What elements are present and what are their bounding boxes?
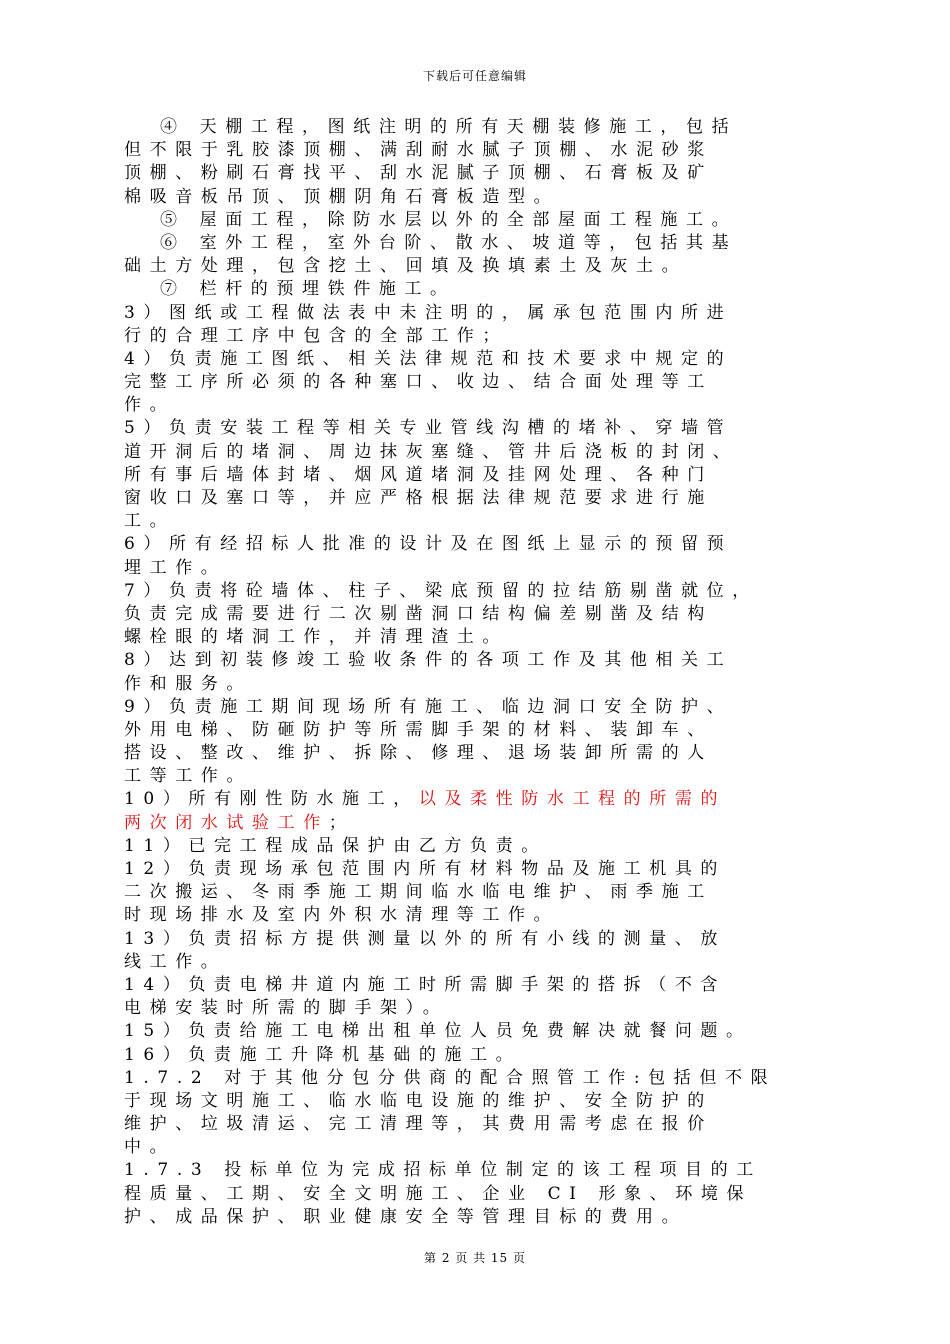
line-text: 顶棚、粉刷石膏找平、刮水泥腻子顶棚、石膏板及矿	[124, 163, 713, 184]
document-body	[124, 116, 839, 1229]
line-text: 外用电梯、防砸防护等所需脚手架的材料、装卸车、	[124, 719, 713, 740]
line-text: ⑥ 室外工程，室外台阶、散水、坡道等，包括其基	[160, 232, 738, 253]
line-text: ⑤ 屋面工程，除防水层以外的全部屋面工程施工。	[160, 209, 738, 230]
line-text: 中。	[124, 1137, 176, 1158]
text-line	[124, 417, 839, 440]
text-line	[124, 557, 839, 580]
line-text: 所有事后墙体封堵、烟风道堵洞及挂网处理、各种门	[124, 464, 713, 485]
text-line	[124, 209, 839, 232]
text-line	[124, 696, 839, 719]
line-text: 窗收口及塞口等，并应严格根据法律规范要求进行施	[124, 488, 713, 508]
line-text: 础土方处理，包含挖土、回填及换填素土及灰土。	[124, 256, 688, 277]
line-text: 14）负责电梯井道内施工时所需脚手架的搭拆（不含	[124, 974, 727, 995]
text-line	[124, 951, 839, 974]
line-text: 维护、垃圾清运、完工清理等，其费用需考虑在报价	[124, 1114, 713, 1135]
text-line	[124, 904, 839, 927]
text-line	[124, 1113, 839, 1136]
text-line	[124, 580, 839, 603]
text-line	[124, 673, 839, 696]
text-line	[124, 1067, 839, 1090]
line-text: 二次搬运、冬雨季施工期间临水临电维护、雨季施工	[124, 882, 713, 903]
line-text: ⑦ 栏杆的预埋铁件施工。	[160, 279, 456, 300]
text-line	[124, 881, 839, 904]
line-text: 5）负责安装工程等相关专业管线沟槽的堵补、穿墙管	[124, 418, 733, 439]
text-line	[124, 649, 839, 672]
line-text: 1.7.3 投标单位为完成招标单位制定的该工程项目的工	[124, 1160, 762, 1181]
line-text: 螺栓眼的堵洞工作，并清理渣土。	[124, 627, 508, 648]
line-text-suffix: ；	[328, 812, 355, 833]
line-text: 10）所有刚性防水施工，	[124, 789, 419, 810]
text-line	[124, 232, 839, 255]
line-text: 8）达到初装修竣工验收条件的各项工作及其他相关工	[124, 650, 733, 671]
text-line	[124, 1159, 839, 1182]
text-line	[124, 186, 839, 209]
line-text: 行的合理工序中包含的全部工作；	[124, 325, 508, 346]
line-text: 12）负责现场承包范围内所有材料物品及施工机具的	[124, 859, 727, 879]
text-line	[124, 278, 839, 301]
text-line	[124, 626, 839, 649]
text-line	[124, 788, 839, 811]
line-text: 但不限于乳胶漆顶棚、满刮耐水腻子顶棚、水泥砂浆	[124, 140, 713, 161]
text-line	[124, 1136, 839, 1159]
line-text: 线工作。	[124, 951, 227, 972]
line-text: 护、成品保护、职业健康安全等管理目标的费用。	[124, 1206, 688, 1227]
text-line	[124, 116, 839, 139]
line-text: 9）负责施工期间现场所有施工、临边洞口安全防护、	[124, 696, 733, 717]
line-text: 道开洞后的堵洞、周边抹灰塞缝、管井后浇板的封闭、	[124, 441, 739, 462]
text-line	[124, 394, 839, 417]
text-line	[124, 858, 839, 881]
line-text: 作和服务。	[124, 673, 252, 694]
line-text: 7）负责将砼墙体、柱子、梁底预留的拉结筋剔凿就位，	[124, 580, 758, 601]
text-line	[124, 974, 839, 997]
text-line	[124, 302, 839, 325]
line-text: 时现场排水及室内外积水清理等工作。	[124, 905, 560, 926]
line-text: 4）负责施工图纸、相关法律规范和技术要求中规定的	[124, 348, 733, 369]
text-line	[124, 464, 839, 487]
text-line	[124, 765, 839, 788]
highlighted-text: 以及柔性防水工程的所需的	[418, 789, 727, 810]
text-line	[124, 325, 839, 348]
line-text: 13）负责招标方提供测量以外的所有小线的测量、放	[124, 928, 727, 949]
line-text: 电梯安装时所需的脚手架）。	[124, 998, 449, 1019]
text-line	[124, 742, 839, 765]
line-text: 3）图纸或工程做法表中未注明的，属承包范围内所进	[124, 302, 733, 323]
line-text: 16）负责施工升降机基础的施工。	[124, 1044, 522, 1065]
text-line	[124, 348, 839, 371]
line-text: 搭设、整改、维护、拆除、修理、退场装卸所需的人	[124, 743, 713, 764]
line-text: 15）负责给施工电梯出租单位人员免费解决就餐问题。	[124, 1021, 752, 1042]
text-line	[124, 1020, 839, 1043]
text-line	[124, 533, 839, 556]
line-text: 1.7.2 对于其他分包分供商的配合照管工作:包括但不限	[124, 1067, 777, 1088]
text-line	[124, 719, 839, 742]
line-text: 11）已完工程成品保护由乙方负责。	[124, 835, 547, 856]
line-text: 程质量、工期、安全文明施工、企业 CI 形象、环境保	[124, 1183, 753, 1204]
line-text: 埋工作。	[124, 557, 227, 578]
text-line	[124, 162, 839, 185]
text-line	[124, 835, 839, 858]
line-text: 作。	[124, 395, 176, 416]
line-text: 工等工作。	[124, 766, 252, 787]
line-text: 棉吸音板吊顶、顶棚阴角石膏板造型。	[124, 186, 560, 207]
page-footer: 第 2 页 共 15 页	[424, 1251, 526, 1265]
text-line	[124, 139, 839, 162]
text-line	[124, 510, 839, 533]
text-line	[124, 487, 839, 510]
line-text: 6）所有经招标人批准的设计及在图纸上显示的预留预	[124, 534, 733, 555]
page-header: 下载后可任意编辑	[422, 69, 527, 83]
text-line	[124, 371, 839, 394]
text-line	[124, 928, 839, 951]
text-line	[124, 1090, 839, 1113]
line-text: 负责完成需要进行二次剔凿洞口结构偏差剔凿及结构	[124, 603, 713, 624]
text-line	[124, 1183, 839, 1206]
text-line	[124, 997, 839, 1020]
line-text: ④ 天棚工程，图纸注明的所有天棚装修施工，包括	[160, 117, 738, 137]
text-line	[124, 812, 839, 835]
line-text: 完整工序所必须的各种塞口、收边、结合面处理等工	[124, 372, 713, 393]
text-line	[124, 1206, 839, 1229]
highlighted-text: 两次闭水试验工作	[124, 812, 329, 833]
text-line	[124, 603, 839, 626]
line-text: 工。	[124, 511, 176, 532]
line-text: 于现场文明施工、临水临电设施的维护、安全防护的	[124, 1090, 713, 1111]
text-line	[124, 1044, 839, 1067]
text-line	[124, 441, 839, 464]
text-line	[124, 255, 839, 278]
